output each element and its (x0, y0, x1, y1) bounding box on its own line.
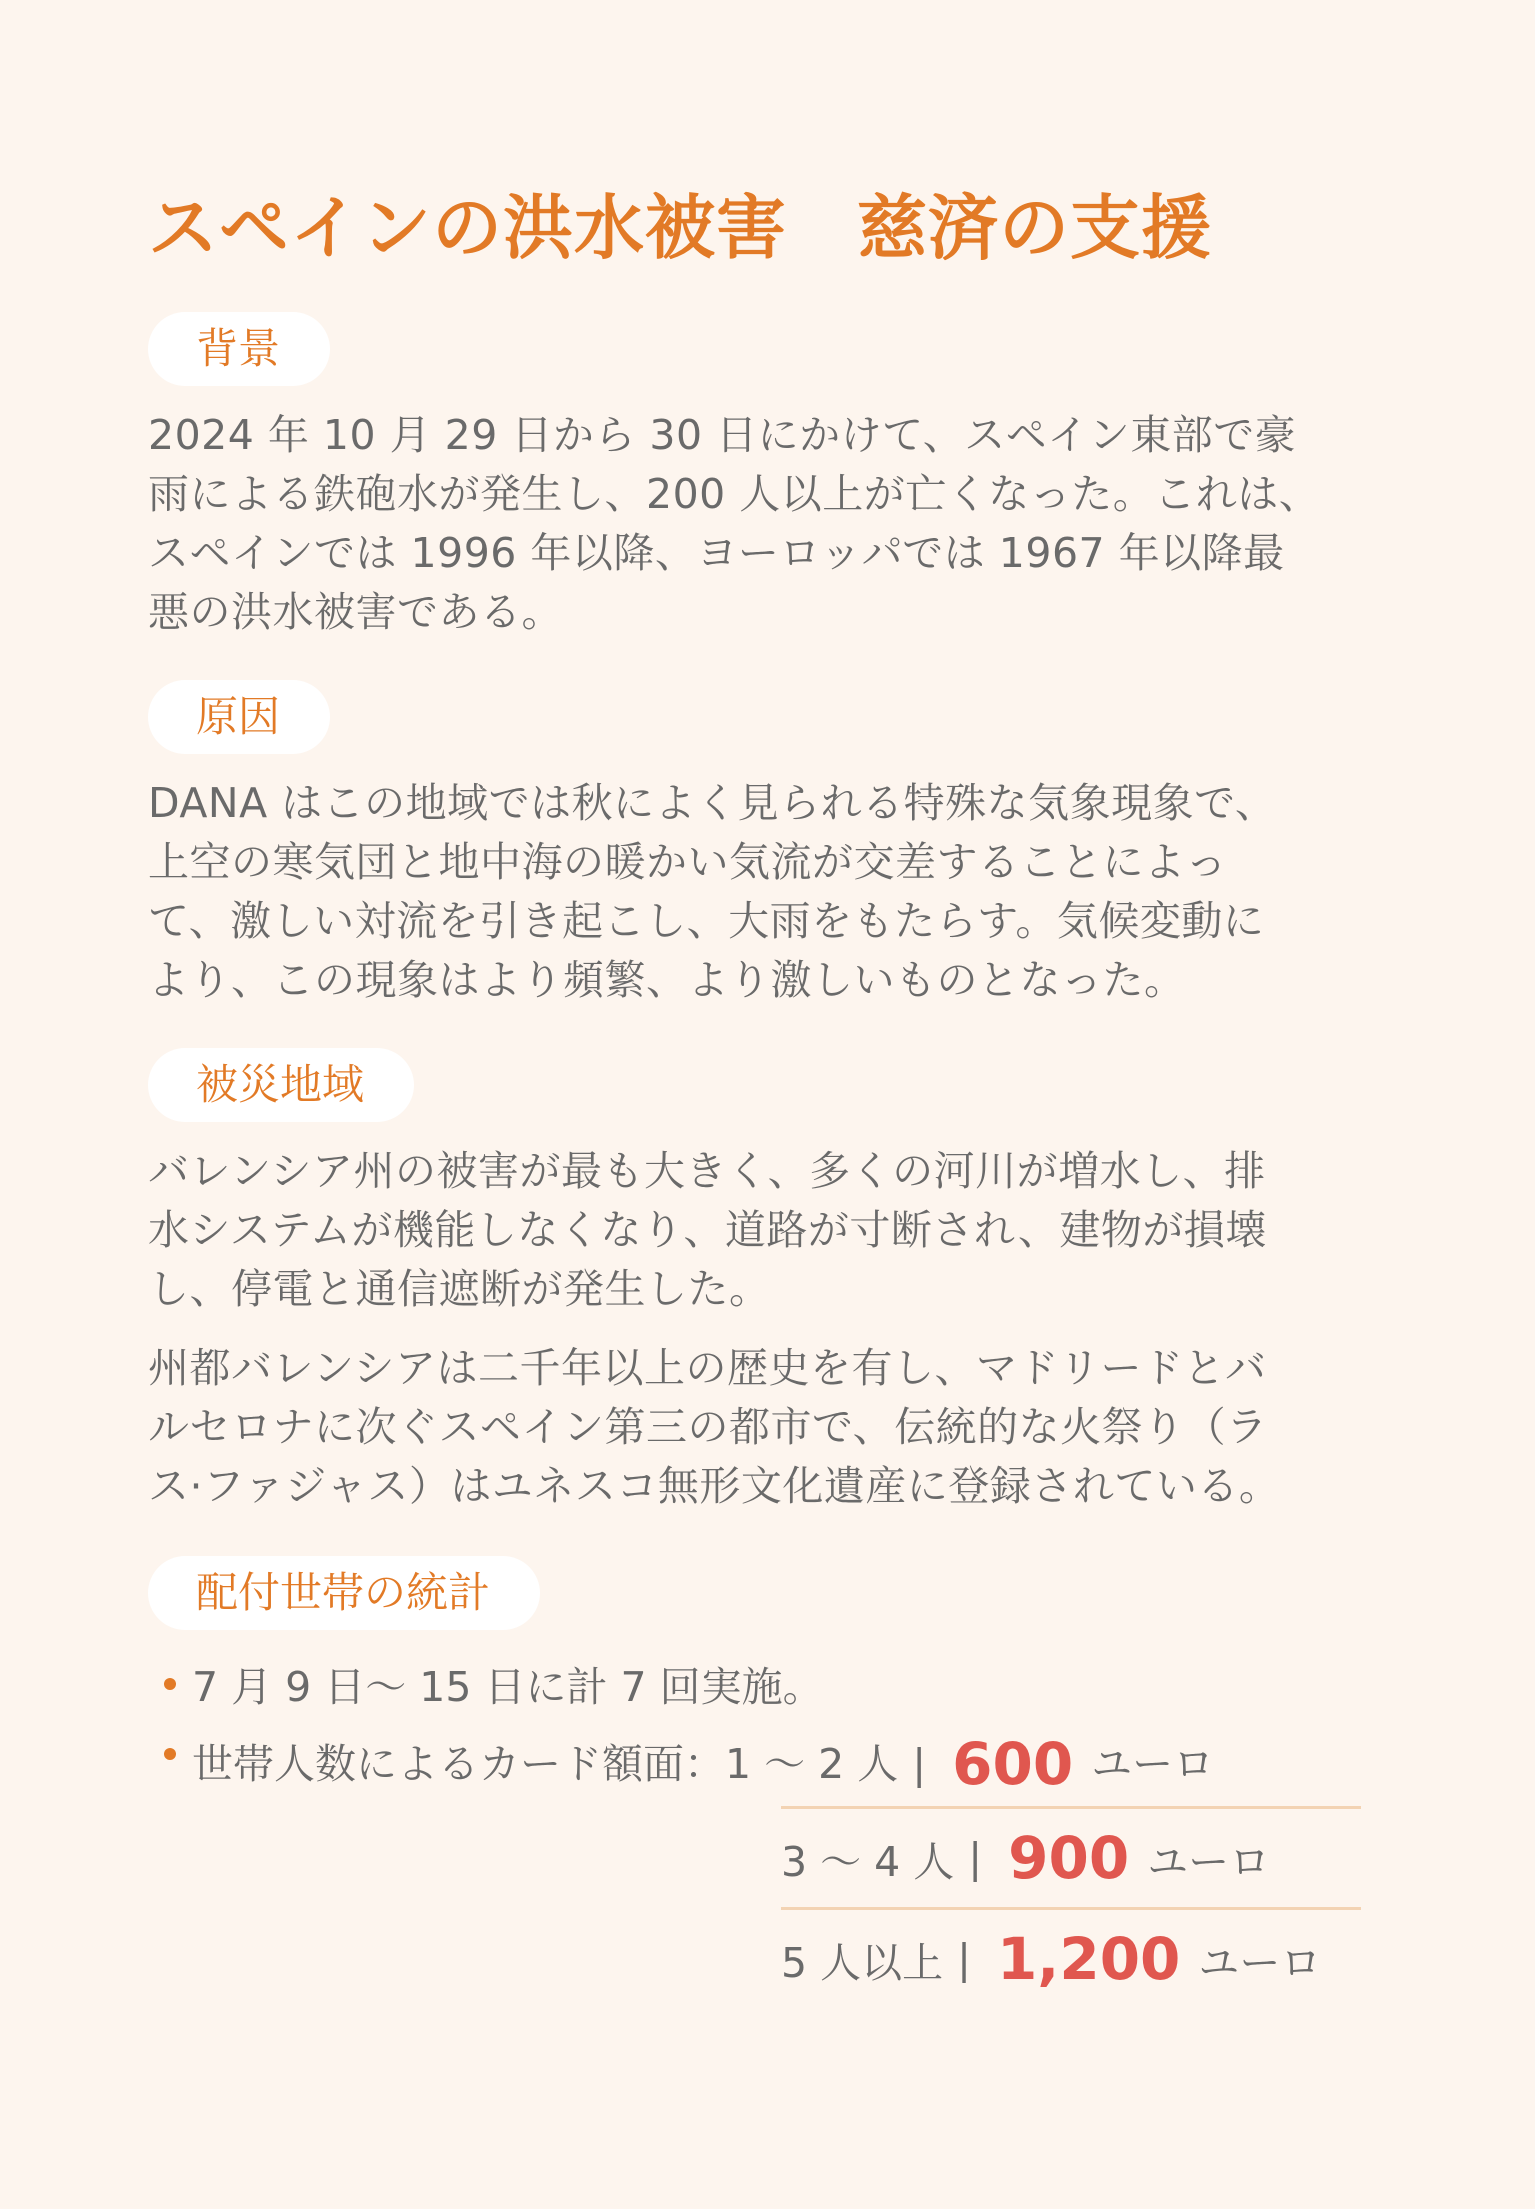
text-line: 上空の寒気団と地中海の暖かい気流が交差することによっ (148, 838, 1227, 886)
section-heading-stats: 配付世帯の統計 (148, 1556, 540, 1630)
list-item (148, 1652, 1378, 1722)
text-line: て、激しい対流を引き起こし、大雨をもたらす。気候変動に (148, 897, 1265, 945)
card-value-label: 世帯人数によるカード額面： (192, 1740, 725, 1788)
text-line: 雨による鉄砲水が発生し、200 人以上が亡くなった。これは、 (148, 470, 1321, 518)
stats-block (148, 1652, 1378, 1993)
list-item (148, 1722, 1378, 1806)
text-line: ス·ファジャス）はユネスコ無形文化遺産に登録されている。 (148, 1462, 1281, 1510)
amount-row (725, 1722, 1214, 1806)
article (148, 178, 1378, 1993)
bullet-icon (164, 1748, 176, 1760)
amount-value: 1,200 (996, 1925, 1181, 1993)
valencia-paragraph (148, 1339, 1378, 1516)
text-line: より、この現象はより頻繁、より激しいものとなった。 (148, 956, 1186, 1004)
separator: | (968, 1834, 983, 1882)
title-right: 慈済の支援 (857, 187, 1212, 269)
separator: | (912, 1740, 927, 1788)
household-size: 1 〜 2 人 (725, 1740, 899, 1788)
household-size: 3 〜 4 人 (781, 1837, 955, 1886)
currency-unit: ユーロ (1198, 1938, 1322, 1987)
amount-row (781, 1809, 1361, 1907)
text-line: 州都バレンシアは二千年以上の歴史を有し、マドリードとバ (148, 1344, 1267, 1392)
section-heading-area: 被災地域 (148, 1048, 414, 1122)
cause-paragraph (148, 774, 1378, 1010)
text-line: DANA はこの地域では秋によく見られる特殊な気象現象で、 (148, 779, 1277, 827)
amount-value: 900 (1008, 1824, 1130, 1892)
section-heading-cause: 原因 (148, 680, 330, 754)
text-line: ルセロナに次ぐスペイン第三の都市で、伝統的な火祭り（ラ (148, 1403, 1268, 1451)
amount-row (781, 1910, 1361, 2008)
stats-list (148, 1652, 1378, 1806)
title-left: スペインの洪水被害 (148, 187, 787, 269)
page-title (148, 178, 1378, 278)
currency-unit: ユーロ (1147, 1837, 1271, 1886)
background-paragraph (148, 406, 1378, 642)
text-line: 水システムが機能しなくなり、道路が寸断され、建物が損壊 (148, 1206, 1267, 1254)
bullet-icon (164, 1678, 176, 1690)
amount-value: 600 (952, 1730, 1074, 1798)
currency-unit: ユーロ (1091, 1740, 1215, 1788)
area-paragraph (148, 1142, 1378, 1319)
schedule-text: 7 月 9 日〜 15 日に計 7 回実施。 (192, 1663, 824, 1711)
household-size: 5 人以上 (781, 1938, 944, 1987)
amounts-table (781, 1806, 1361, 2008)
text-line: し、停電と通信遮断が発生した。 (148, 1265, 771, 1313)
text-line: 2024 年 10 月 29 日から 30 日にかけて、スペイン東部で豪 (148, 411, 1297, 459)
separator: | (957, 1935, 971, 1983)
text-line: バレンシア州の被害が最も大きく、多くの河川が増水し、排 (148, 1147, 1266, 1195)
section-heading-background: 背景 (148, 312, 330, 386)
text-line: 悪の洪水被害である。 (148, 588, 563, 636)
text-line: スペインでは 1996 年以降、ヨーロッパでは 1967 年以降最 (148, 529, 1285, 577)
